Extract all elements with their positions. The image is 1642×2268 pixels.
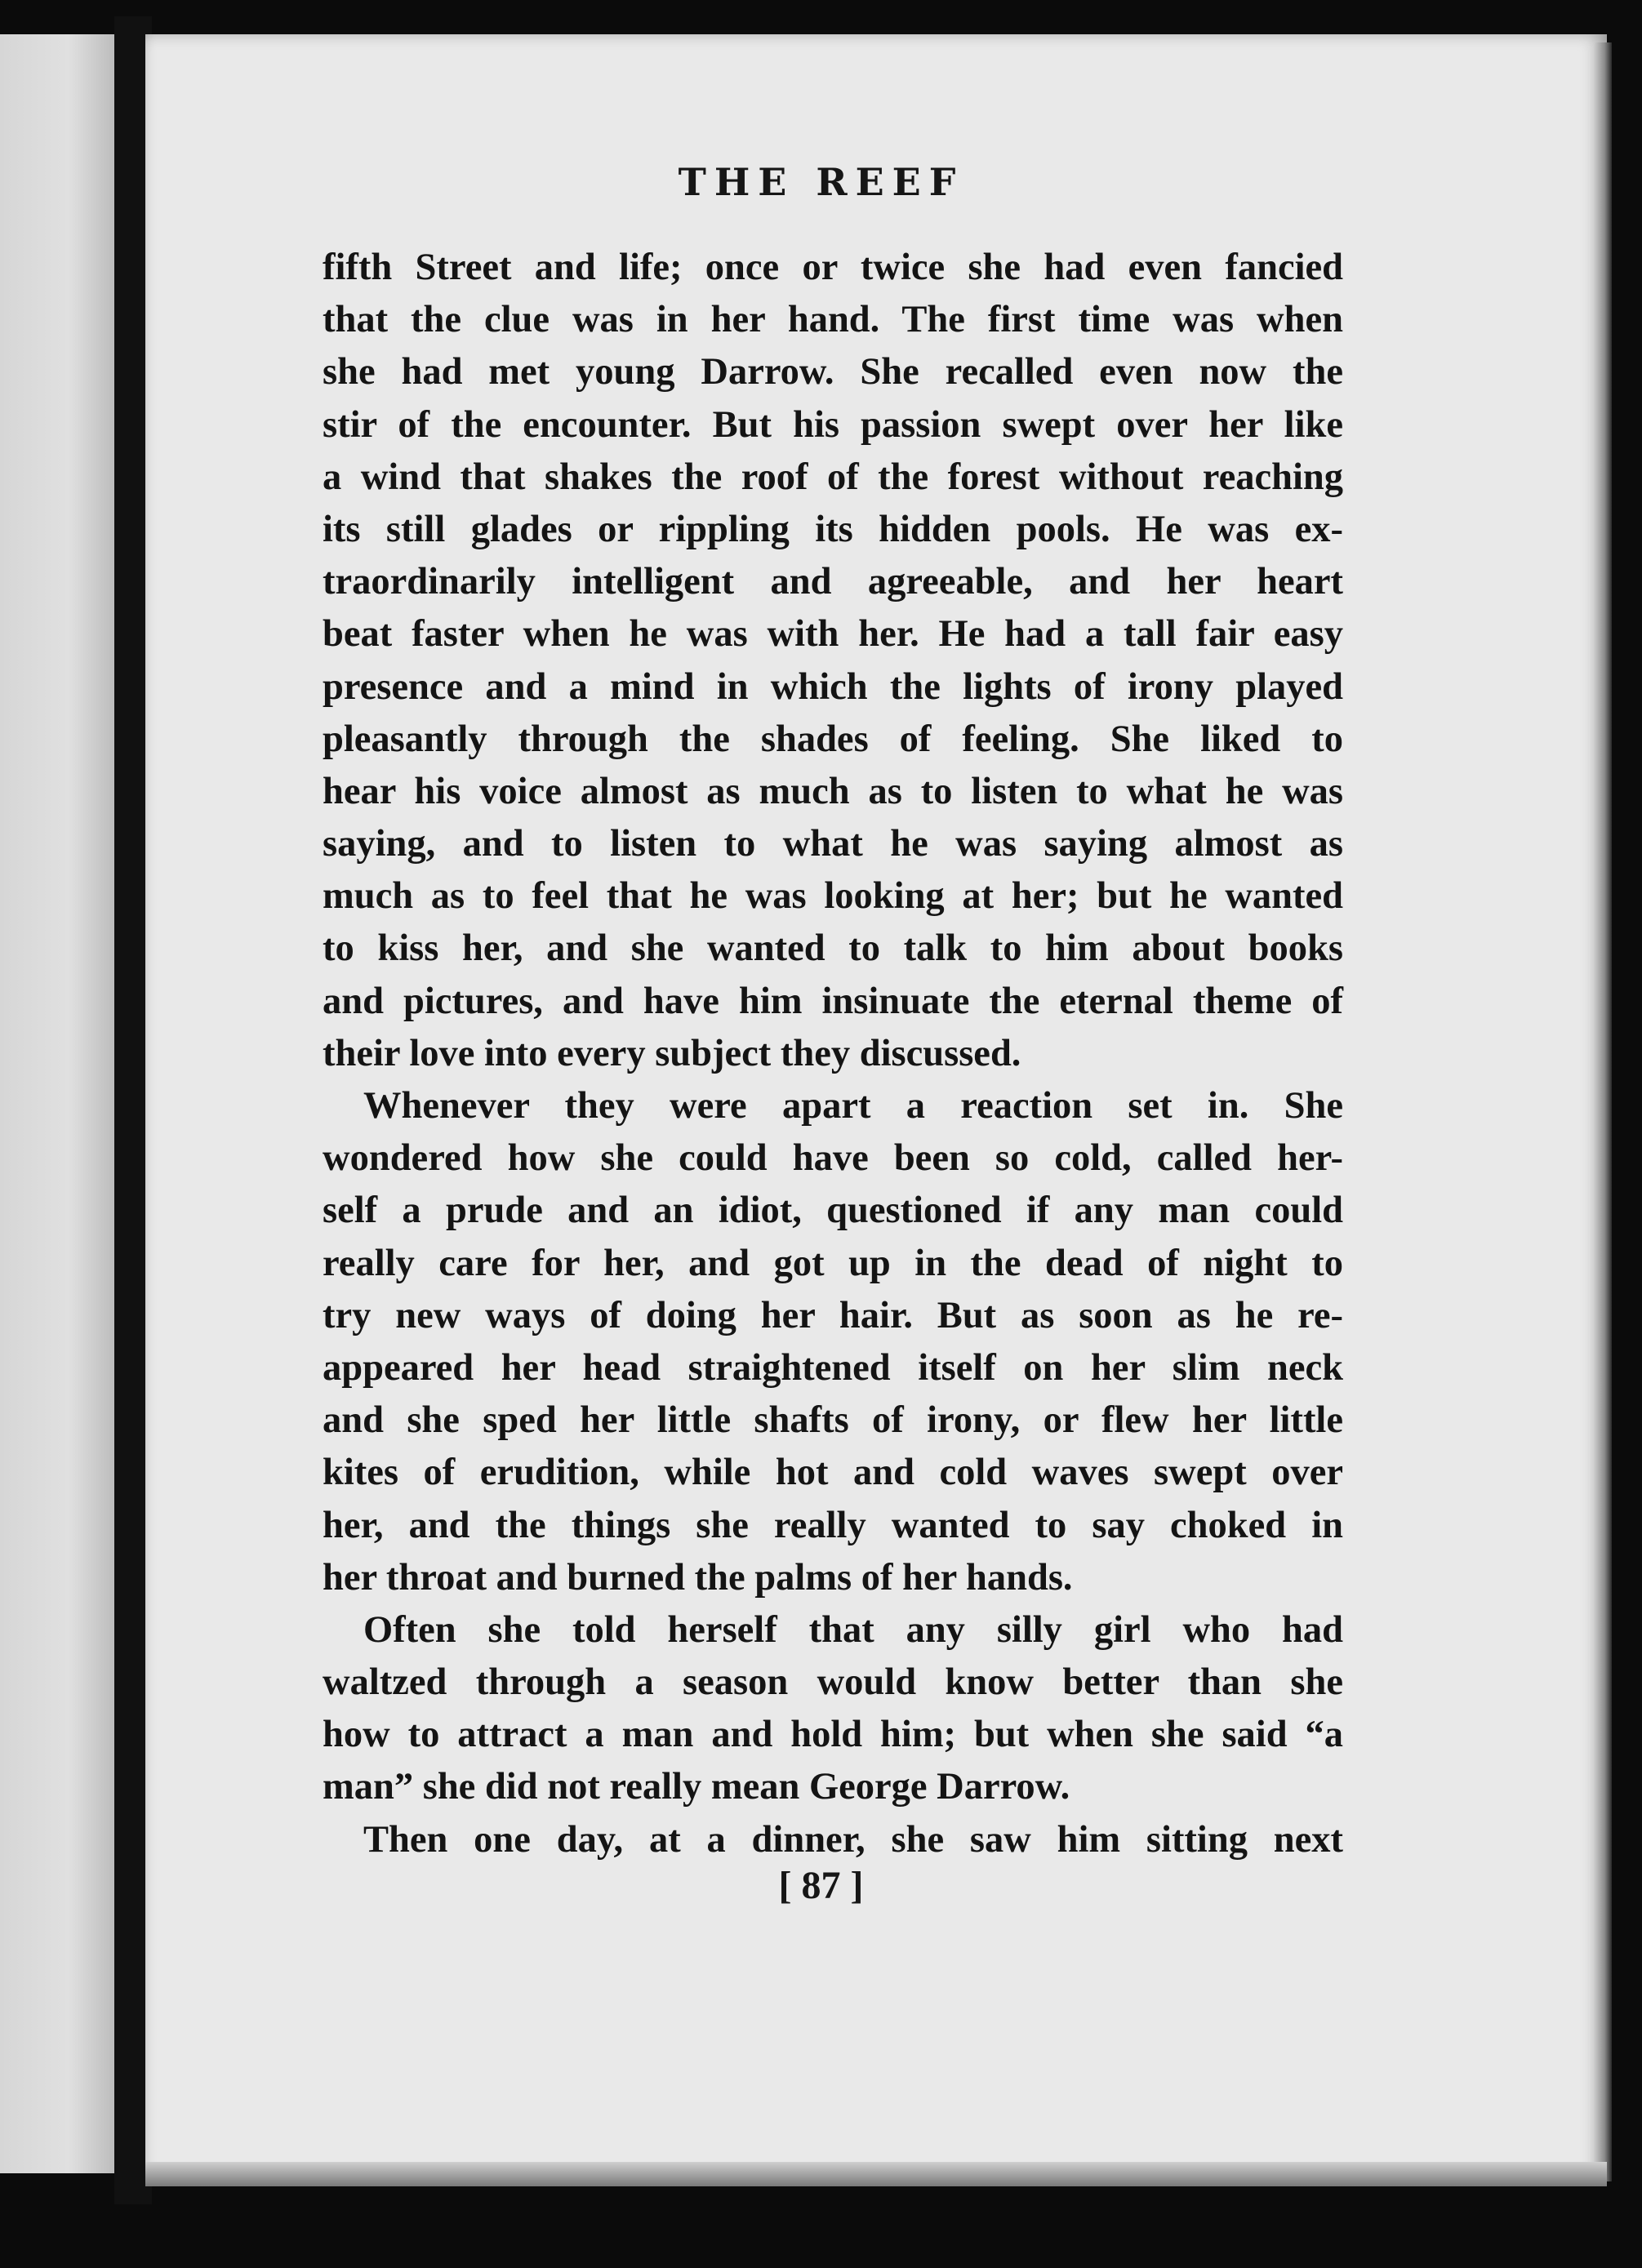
text-line: and she sped her little shafts of irony, or flew her little [323, 1399, 1343, 1442]
text-line: self a prude and an idiot, questioned if any man could [323, 1190, 1343, 1232]
text-line: her, and the things she really wanted to say choked in [323, 1504, 1343, 1546]
text-line: its still glades or rippling its hidden pools. He was ex- [323, 508, 1343, 550]
text-line: man” she did not really mean George Darrow. [323, 1766, 1070, 1808]
text-line: their love into every subject they discussed. [323, 1032, 1021, 1074]
body-text [323, 242, 1343, 1866]
text-line: and pictures, and have him insinuate the eternal theme of [323, 980, 1343, 1022]
text-line: presence and a mind in which the lights of irony played [323, 665, 1343, 708]
text-line: Whenever they were apart a reaction set in. She [363, 1085, 1343, 1127]
page-number: [ 87 ] [778, 1864, 864, 1907]
text-line: really care for her, and got up in the dead of night to [323, 1242, 1343, 1284]
text-line: stir of the encounter. But his passion swept over her like [323, 403, 1343, 446]
text-line: waltzed through a season would know better than she [323, 1661, 1343, 1704]
text-line: appeared her head straightened itself on her slim neck [323, 1346, 1343, 1389]
text-line: her throat and burned the palms of her hands. [323, 1556, 1073, 1599]
text-line: pleasantly through the shades of feeling. She liked to [323, 718, 1343, 760]
text-line: much as to feel that he was looking at her; but he wanted [323, 875, 1343, 918]
text-line: a wind that shakes the roof of the forest without reaching [323, 456, 1343, 498]
text-line: that the clue was in her hand. The first time was when [323, 299, 1343, 341]
text-line: hear his voice almost as much as to listen to what he was [323, 770, 1343, 812]
text-line: traordinarily intelligent and agreeable, and her heart [323, 561, 1343, 603]
text-line: how to attract a man and hold him; but when she said “a [323, 1714, 1343, 1756]
text-line: try new ways of doing her hair. But as soon as he re- [323, 1294, 1343, 1336]
previous-page-sliver [0, 34, 114, 2173]
page-bottom-edge [145, 2162, 1607, 2186]
text-line: Often she told herself that any silly girl who had [363, 1608, 1343, 1651]
paragraph [323, 242, 1343, 1080]
text-line: to kiss her, and she wanted to talk to him about books [323, 927, 1343, 970]
text-line: kites of erudition, while hot and cold waves swept over [323, 1452, 1343, 1494]
text-line: beat faster when he was with her. He had a tall fair easy [323, 613, 1343, 656]
paragraph [323, 1604, 1343, 1814]
text-line: wondered how she could have been so cold, called her- [323, 1137, 1343, 1180]
text-line: saying, and to listen to what he was saying almost as [323, 823, 1343, 865]
text-line: Then one day, at a dinner, she saw him sitting next [363, 1818, 1343, 1861]
paragraph [323, 1814, 1343, 1866]
paragraph [323, 1080, 1343, 1604]
text-line: she had met young Darrow. She recalled even now the [323, 351, 1343, 394]
text-line: fifth Street and life; once or twice she had even fancied [323, 247, 1343, 288]
running-head: THE REEF [678, 160, 964, 204]
page-right-edge [1594, 42, 1612, 2181]
